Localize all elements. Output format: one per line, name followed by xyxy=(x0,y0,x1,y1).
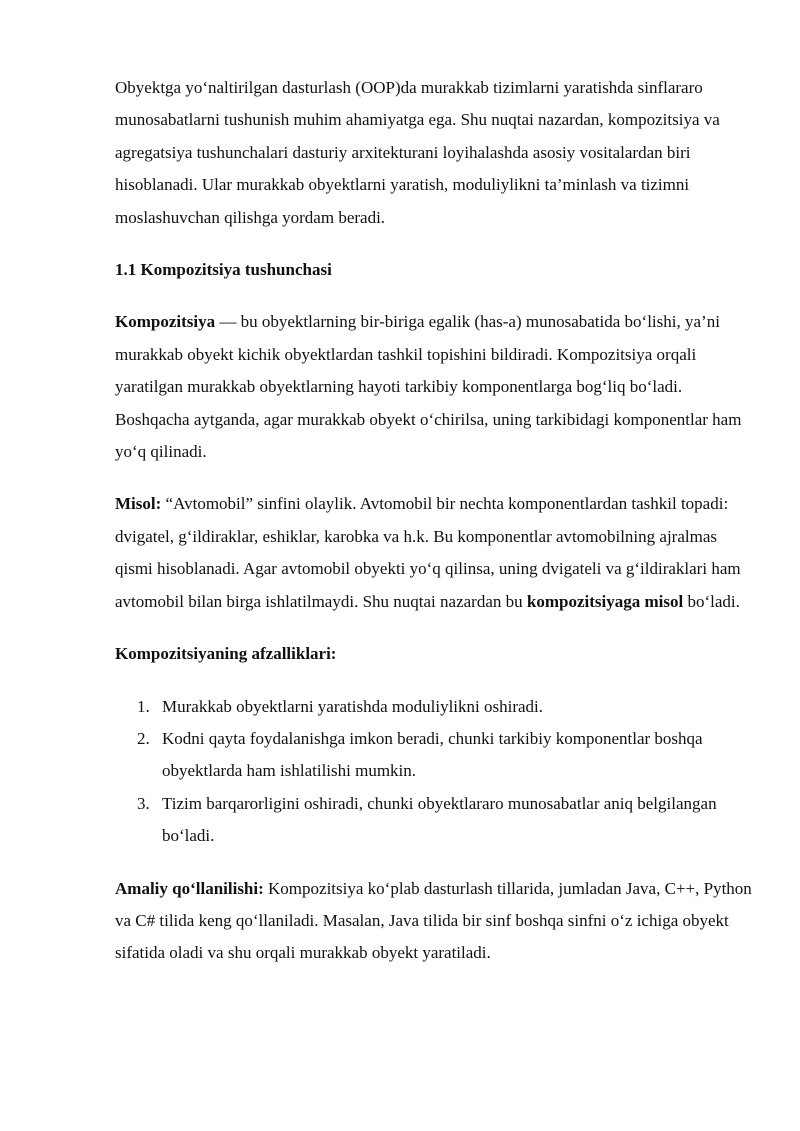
list-item xyxy=(115,691,755,723)
definition-paragraph xyxy=(115,306,755,468)
practice-paragraph xyxy=(115,873,755,970)
list-item-number: 1. xyxy=(137,696,150,716)
advantages-title: Kompozitsiyaning afzalliklari: xyxy=(115,644,337,664)
intro-paragraph: Obyektga yo‘naltirilgan dasturlash (OOP)da murakkab tizimlarni yaratishda sinflararo munosabatlarni tushunish muhim ahamiyatga ega. Shu nuqtai nazardan, kompozitsiya va agregatsiya tushunchalari dasturiy arxitekturani loyihalashda asosiy vositalardan biri hisoblanadi. Ular murakkab obyektlarni yaratish, moduliylikni ta’minlash va tizimni moslashuvchan qilishga yordam beradi. xyxy=(115,78,720,227)
example-text: “Avtomobil” sinfini olaylik. Avtomobil bir nechta komponentlardan tashkil topadi: dvigatel, g‘ildiraklar, eshiklar, karobka va h.k. Bu komponentlar avtomobilning ajralmas qismi hisoblanadi. Agar avtomobil obyekti yo‘q qilinsa, uning dvigateli va g‘ildiraklari ham avtomobil bilan birga ishlatilmaydi. Shu nuqtai nazardan bu xyxy=(115,494,741,611)
list-item-text: Tizim barqarorligini oshiradi, chunki obyektlararo munosabatlar aniq belgilangan bo‘ladi. xyxy=(162,793,717,846)
list-item-text: Kodni qayta foydalanishga imkon beradi, chunki tarkibiy komponentlar boshqa obyektlarda ham ishlatilishi mumkin. xyxy=(162,728,703,781)
example-paragraph xyxy=(115,488,755,618)
list-item xyxy=(115,723,755,788)
example-label: Misol: xyxy=(115,494,162,514)
definition-term: Kompozitsiya xyxy=(115,312,216,332)
practice-label: Amaliy qo‘llanilishi: xyxy=(115,878,264,898)
list-item-number: 2. xyxy=(137,728,150,748)
list-item xyxy=(115,788,755,853)
definition-text: — bu obyektlarning bir-biriga egalik (has-a) munosabatida bo‘lishi, ya’ni murakkab obyekt kichik obyektlardan tashkil topishini bildiradi. Kompozitsiya orqali yaratilgan murakkab obyektlarning hayoti tarkibiy komponentlarga bog‘liq bo‘ladi. Boshqacha aytganda, agar murakkab obyekt o‘chirilsa, uning tarkibidagi komponentlar ham yo‘q qilinadi. xyxy=(115,312,742,462)
example-tail: bo‘ladi. xyxy=(683,591,740,611)
practice-text: Kompozitsiya ko‘plab dasturlash tillarida, jumladan Java, C++, Python va C# tilida keng qo‘llaniladi. Masalan, Java tilida bir sinf boshqa sinfni o‘z ichiga obyekt sifatida oladi va shu orqali murakkab obyekt yaratiladi. xyxy=(115,878,752,963)
list-item-text: Murakkab obyektlarni yaratishda moduliylikni oshiradi. xyxy=(162,696,544,716)
list-item-number: 3. xyxy=(137,793,150,813)
section-heading: 1.1 Kompozitsiya tushunchasi xyxy=(115,260,332,280)
document-body xyxy=(115,72,755,970)
advantages-list xyxy=(115,691,755,853)
example-highlight: kompozitsiyaga misol xyxy=(526,591,684,611)
